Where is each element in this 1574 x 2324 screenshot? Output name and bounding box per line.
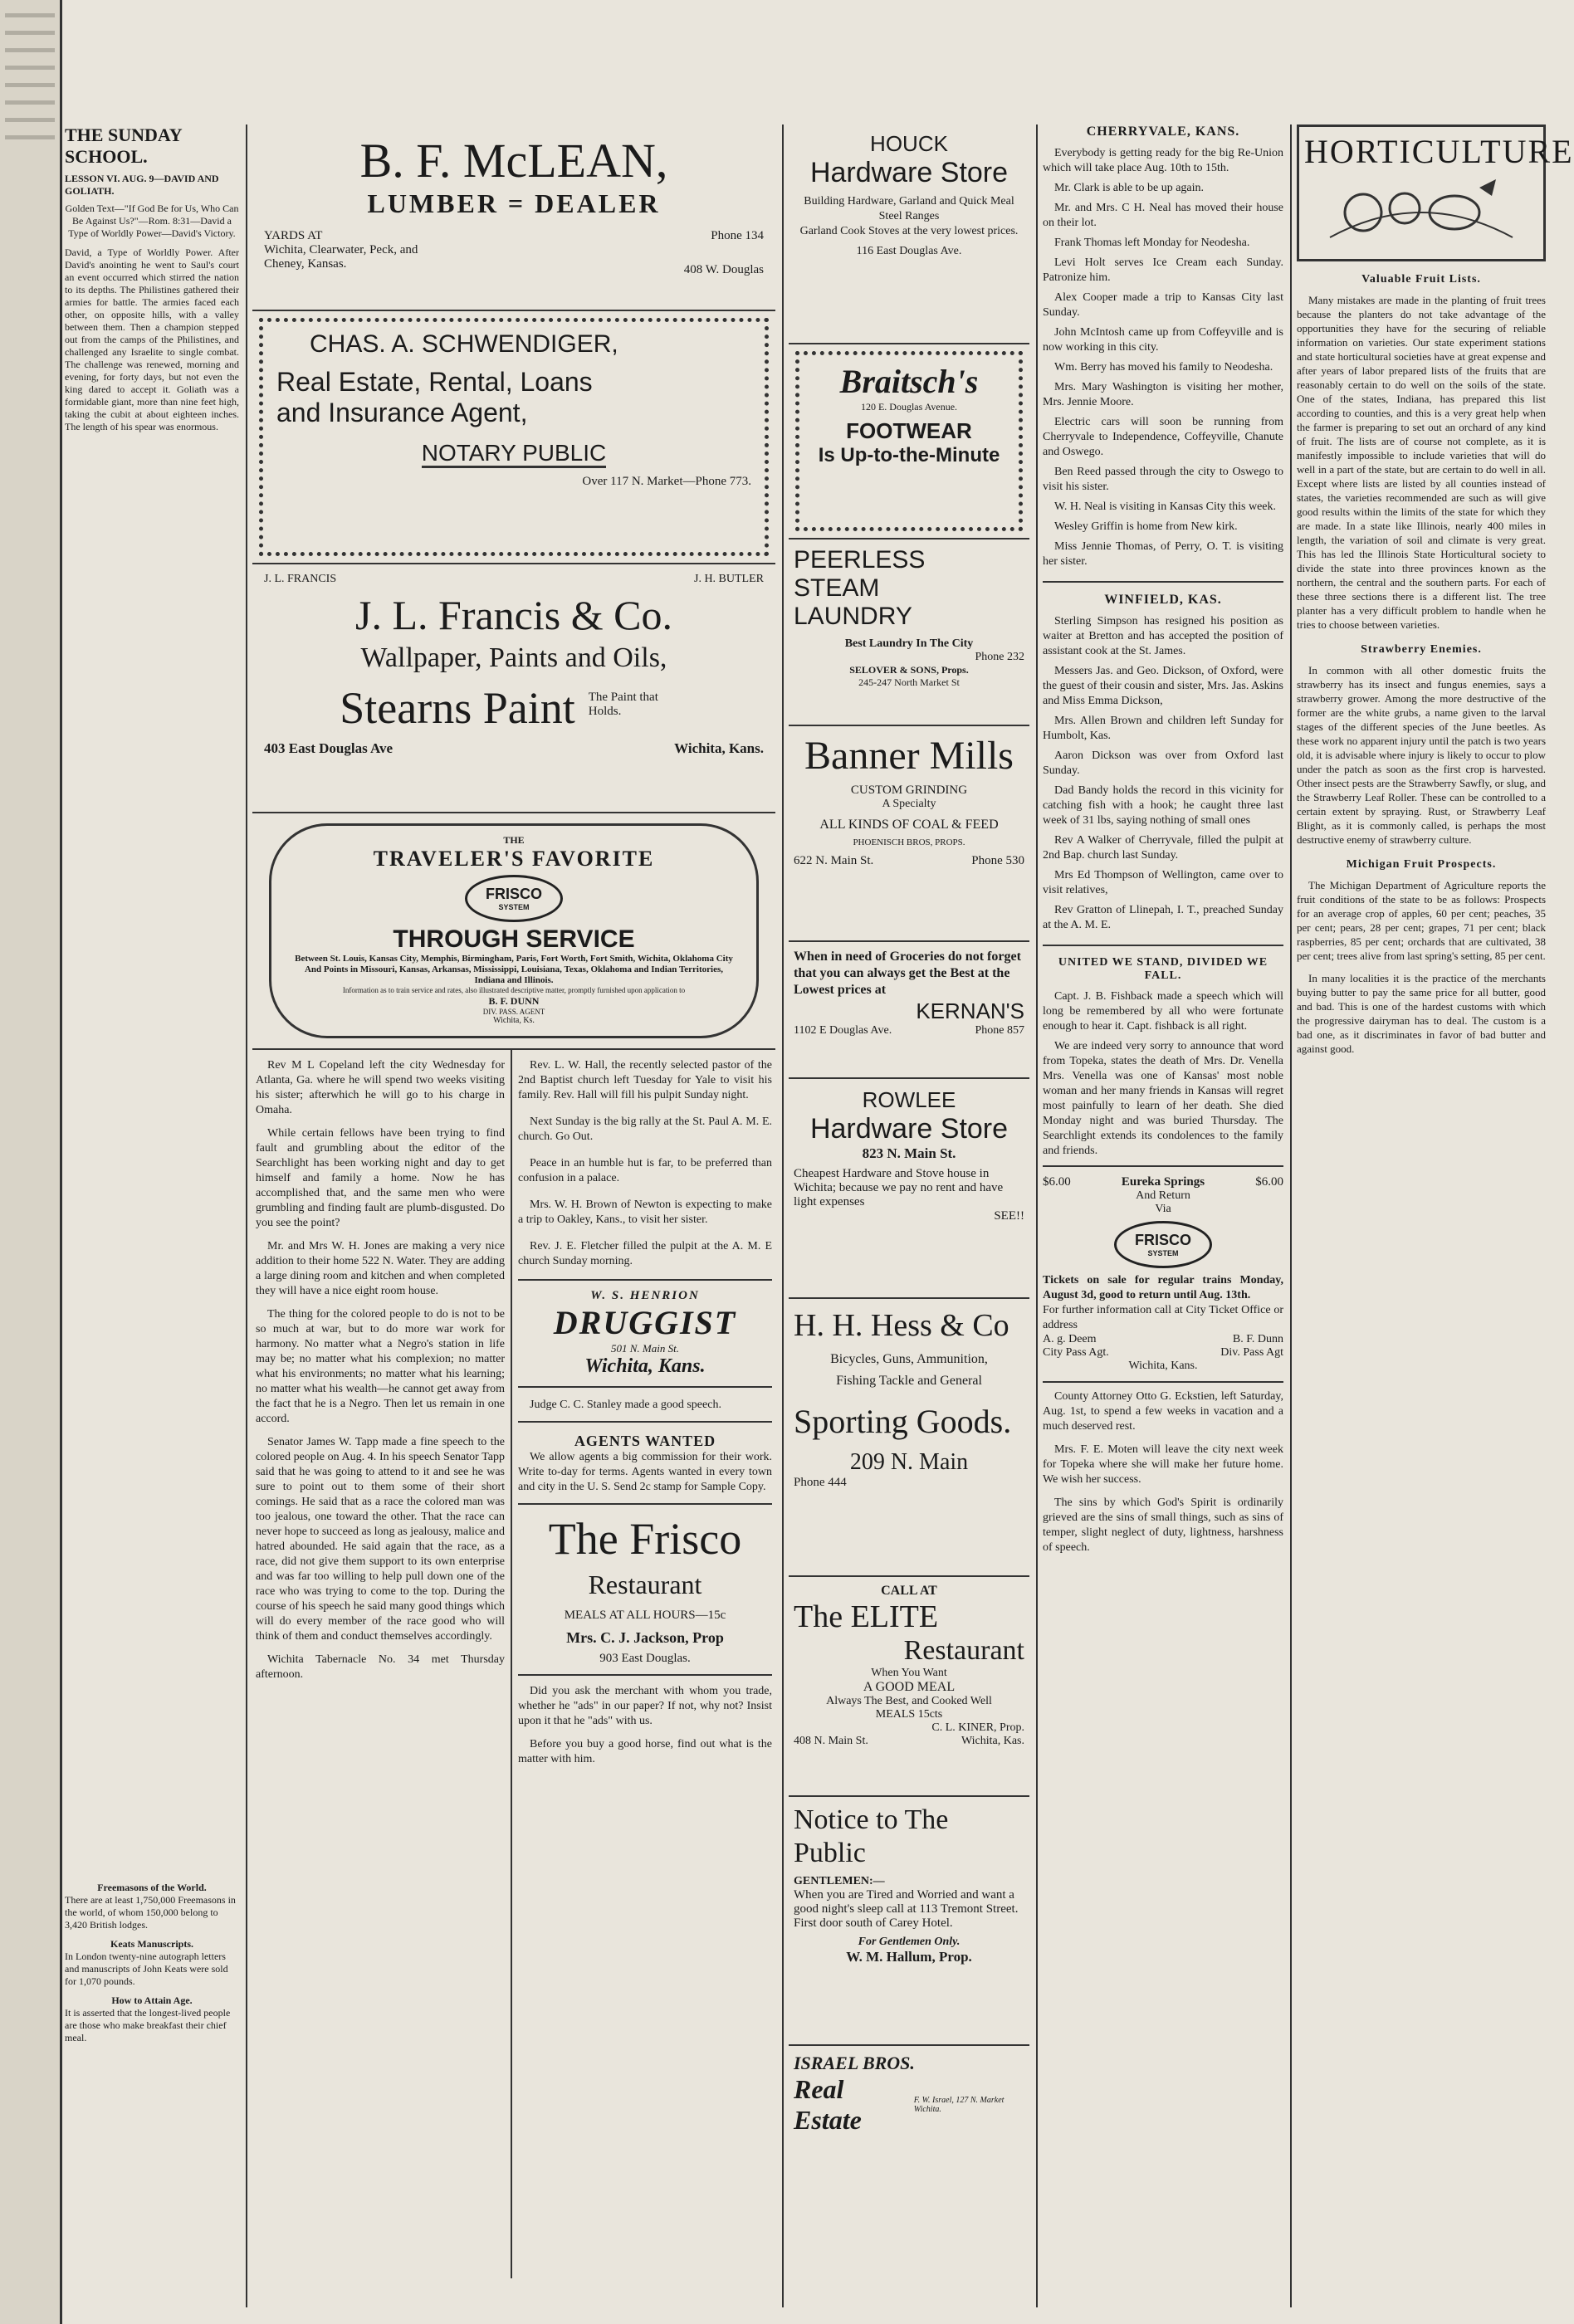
francis-left-name: J. L. FRANCIS: [264, 573, 337, 585]
news-item: Electric cars will soon be running from Cherryvale to Independence, Coffeyville, Chanute and Oswego.: [1043, 416, 1283, 458]
frisco-restaurant-ad: [518, 1503, 772, 1676]
elite-meal: A GOOD MEAL: [863, 1680, 956, 1694]
hess-address: 209 N. Main: [849, 1449, 969, 1475]
frisco-restaurant-meals: MEALS AT ALL HOURS—15c: [564, 1609, 726, 1622]
column-rule: [1036, 124, 1038, 2307]
elite-address: 408 N. Main St.: [794, 1735, 868, 1747]
news-item: County Attorney Otto G. Eckstien, left Saturday, Aug. 1st, to spend a few weeks in vacation and a much deserved rest.: [1043, 1390, 1283, 1433]
elite-trade: Restaurant: [903, 1635, 1024, 1666]
hort-section-title: Michigan Fruit Prospects.: [1346, 858, 1497, 871]
horticulture-column: [1297, 124, 1574, 2307]
henrion-trade: DRUGGIST: [553, 1304, 737, 1341]
news-item: Levi Holt serves Ice Cream each Sunday. Patronize him.: [1043, 256, 1283, 284]
eureka-agent2: B. F. Dunn: [1232, 1333, 1283, 1345]
francis-line: Wallpaper, Paints and Oils,: [360, 642, 667, 673]
mclean-phone: Phone 134: [711, 229, 764, 242]
lesson-heading: LESSON VI. AUG. 9—DAVID AND GOLIATH.: [65, 173, 219, 197]
frisco-logo-text: FRISCO: [485, 886, 542, 902]
column-rule: [246, 124, 247, 2307]
news-item: Mr. Clark is able to be up again.: [1054, 182, 1205, 194]
news-item: Everybody is getting ready for the big Re-Union which will take place Aug. 10th to 15th.: [1043, 147, 1283, 174]
elite-ad: [789, 1577, 1029, 1797]
news-item: The thing for the colored people to do is not to be so much at war, but to do more war work for harmony. No matter what a Negro's station in life may be; no matter what his complexion; no matter what his environments; no matter what his learning; no matter what his wealth—he cannot get away from the fact that he is a Negro. Then let us remain in one accord.: [256, 1308, 505, 1425]
sunday-school-title: THE SUNDAY SCHOOL.: [65, 124, 182, 167]
winfield-title: WINFIELD, KAS.: [1043, 581, 1283, 608]
news-item: Miss Jennie Thomas, of Perry, O. T. is visiting her sister.: [1043, 540, 1283, 568]
hort-section-text: The Michigan Department of Agriculture reports the fruit conditions of the state to be as follows: Prospects for an average crop of apples, 60 per cent; peaches, 35 per cent; pears, 28 per cent; grapes, 71 per cent; black raspberries, 85 per cent; orchards that are cultivated, 38 per cent; trees alive from last spring's setting, 85 per cent.: [1297, 879, 1546, 962]
francis-right-name: J. H. BUTLER: [694, 573, 764, 585]
francis-tagline: The Paint that Holds.: [588, 691, 658, 718]
hess-ad: [789, 1299, 1029, 1577]
news-item: Aaron Dickson was over from Oxford last Sunday.: [1043, 749, 1283, 777]
county-news: [1043, 1389, 1283, 1555]
elite-meals: MEALS 15cts: [875, 1708, 943, 1721]
news-item: Wesley Griffin is home from New kirk.: [1054, 520, 1238, 533]
news-item: Ben Reed passed through the city to Oswego to visit his sister.: [1043, 466, 1283, 493]
francis-firm: J. L. Francis & Co.: [355, 592, 672, 638]
schwendiger-ad: [252, 311, 775, 564]
israel-name: ISRAEL BROS.: [794, 2053, 915, 2073]
elite-city: Wichita, Kas.: [961, 1735, 1024, 1747]
news-item: Frank Thomas left Monday for Neodesha.: [1054, 237, 1250, 249]
correspondence-column: [1043, 124, 1283, 2307]
israel-ad: [789, 2046, 1029, 2142]
news-item: Mrs Ed Thompson of Wellington, came over to visit relatives,: [1043, 869, 1283, 896]
eureka-text: Tickets on sale for regular trains Monday, August 3d, good to return until Aug. 13th.: [1043, 1274, 1283, 1301]
news-item: Rev Gratton of Llinepah, I. T., preached Sunday at the A. M. E.: [1043, 904, 1283, 931]
freemasons-title: Freemasons of the World.: [97, 1882, 207, 1893]
eureka-ad: [1043, 1165, 1283, 1383]
henrion-name: W. S. HENRION: [590, 1289, 700, 1302]
news-item: Mrs. W. H. Brown of Newton is expecting to make a trip to Oakley, Kans., to visit her sister.: [518, 1199, 772, 1226]
henrion-ad: [518, 1279, 772, 1388]
braitsch-ad: [789, 344, 1029, 540]
news-item: Messers Jas. and Geo. Dickson, of Oxford, were the guest of their cousin and sister, Mrs. Jas. Askins and Miss Emma Dickson,: [1043, 665, 1283, 707]
frisco-logo: [465, 875, 563, 922]
column-rule: [782, 124, 784, 2307]
hess-goods: Sporting Goods.: [794, 1403, 1012, 1440]
eureka-dest: Eureka Springs: [1121, 1175, 1205, 1189]
braitsch-address: 120 E. Douglas Avenue.: [860, 401, 958, 413]
news-item: Alex Cooper made a trip to Kansas City last Sunday.: [1043, 291, 1283, 319]
united-news: [1043, 989, 1283, 1159]
braitsch-name: Braitsch's: [839, 363, 979, 400]
newspaper-page: [65, 124, 1574, 2307]
frisco-restaurant-prop: Mrs. C. J. Jackson, Prop: [566, 1629, 724, 1646]
houck-name: HOUCK: [870, 131, 948, 156]
age-title: How to Attain Age.: [111, 1994, 193, 2006]
hort-section-text: Many mistakes are made in the planting of fruit trees because the planters do not take advantage of the opportunities they have for the securing of reliable information on varieties. Our state experiment stations and state horticultural societies have at great expense and after years of labor prepared lists of the fruits that are reasonably certain to do well on the soils of the state. One of the states, Indiana, has prepared this list according to counties, and this is a very great help when the farmer is preparing to set out an orchard of any kind of fruit. The lists are of course not complete, as it is manifestly impossible to include varieties that will do well in a part of the state, but are certain to do well in all. Except where lists are listed by all counties instead of states, the varieties recommended are such as will give good results within the limits of the state for which they are made. In a state like Illinois, nearly 400 miles in length, the variation of soil and climate is very great. This has led the Illinois State Horticultural society to divide the state into three provinces known as the northern, the central and the southern parts. For each of these three sections there is a different list. The tree planter has a very difficult problem to handle when he tries to choose between varieties.: [1297, 294, 1546, 631]
francis-city: Wichita, Kans.: [674, 740, 764, 756]
rowlee-name: ROWLEE: [862, 1087, 956, 1112]
agents-title: AGENTS WANTED: [574, 1433, 716, 1449]
eureka-agent2-title: Div. Pass Agt: [1220, 1346, 1283, 1359]
banner-mills-ad: [789, 726, 1029, 942]
frisco-restaurant-trade: Restaurant: [588, 1570, 702, 1599]
francis-stearns: Stearns Paint: [340, 683, 575, 733]
houck-address: 116 East Douglas Ave.: [856, 245, 962, 257]
news-item: Peace in an humble hut is far, to be preferred than confusion in a palace.: [518, 1157, 772, 1184]
news-item: Capt. J. B. Fishback made a speech which will long be remembered by all who were fortunate enough to hear it. Capt. fishback is all right.: [1043, 990, 1283, 1033]
frisco-travel-info: Information as to train service and rates, also illustrated descriptive matter, promptly furnished upon application to: [342, 986, 686, 994]
notice-gentlemen: GENTLEMEN:—: [794, 1875, 885, 1887]
israel-trade: Real Estate: [794, 2074, 862, 2135]
kernans-ad: [789, 942, 1029, 1079]
notice-text: When you are Tired and Worried and want a good night's sleep call at 113 Tremont Street. First door south of Carey Hotel.: [794, 1888, 1019, 1930]
news-item: Mr. and Mrs. C H. Neal has moved their house on their lot.: [1043, 202, 1283, 229]
hess-line2: Fishing Tackle and General: [836, 1374, 982, 1388]
ads-news-column: [252, 124, 775, 2307]
rowlee-see: SEE!!: [994, 1209, 1024, 1223]
news-item: Mrs. F. E. Moten will leave the city next week for Topeka where she will make her future home. We wish her success.: [1043, 1443, 1283, 1486]
frisco-travel-title: TRAVELER'S FAVORITE: [373, 847, 655, 871]
agents-ad: [518, 1421, 772, 1495]
frisco-travel-agent-title: DIV. PASS. AGENT: [482, 1008, 545, 1016]
banner-mills-phone: Phone 530: [971, 854, 1024, 867]
ads-column: [789, 124, 1029, 2307]
frisco-restaurant-name: The Frisco: [548, 1514, 742, 1564]
mclean-address: 408 W. Douglas: [683, 263, 764, 276]
horticulture-banner-text: HORTICULTURE: [1304, 133, 1574, 170]
eureka-city: Wichita, Kans.: [1128, 1360, 1198, 1372]
banner-mills-line3: ALL KINDS OF COAL & FEED: [819, 818, 999, 832]
news-item: Did you ask the merchant with whom you trade, whether he "ads" in our paper? If not, why not? Insist upon it that he "ads" with us.: [518, 1685, 772, 1727]
hess-name: H. H. Hess & Co: [794, 1308, 1009, 1343]
horticulture-banner: [1297, 124, 1574, 261]
frisco-logo-sub: SYSTEM: [498, 903, 530, 911]
frisco-travel-agent: B. F. DUNN: [488, 995, 540, 1007]
elite-want: When You Want: [871, 1667, 947, 1679]
winfield-news: [1043, 614, 1283, 933]
news-item: Judge C. C. Stanley made a good speech.: [530, 1399, 721, 1411]
rowlee-text: Cheapest Hardware and Stove house in Wichita; because we pay no rent and have light expenses: [794, 1167, 1004, 1208]
banner-mills-line2: A Specialty: [882, 798, 936, 810]
adjacent-page-edge: [0, 0, 62, 2324]
kernans-address: 1102 E Douglas Ave.: [794, 1024, 892, 1037]
laundry-address: 245-247 North Market St: [858, 676, 960, 688]
notice-title: Notice to The Public: [794, 1804, 949, 1868]
eureka-price-right: $6.00: [1255, 1175, 1283, 1189]
sunday-school-column: [65, 124, 239, 2307]
frisco-travel-ad: [252, 813, 775, 1050]
notice-ad: [789, 1797, 1029, 2046]
news-item: W. H. Neal is visiting in Kansas City this week.: [1054, 500, 1277, 513]
news-item: Dad Bandy holds the record in this vicinity for catching fish with a hook; he caught three last week of 31 lbs, saying nothing of small ones: [1043, 784, 1283, 827]
laundry-props: SELOVER & SONS, Props.: [849, 664, 969, 676]
laundry-name: PEERLESS STEAM LAUNDRY: [794, 546, 926, 630]
kernans-text: When in need of Groceries do not forget that you can always get the Best at the Lowest prices at: [794, 950, 1021, 997]
mclean-places: Wichita, Clearwater, Peck, and Cheney, Kansas.: [264, 243, 418, 271]
frisco-logo: [1114, 1221, 1212, 1268]
hort-section-title: Valuable Fruit Lists.: [1361, 273, 1481, 286]
houck-line2: Garland Cook Stoves at the very lowest prices.: [799, 225, 1019, 237]
news-item: Rev A Walker of Cherryvale, filled the pulpit at 2nd Bap. church last Sunday.: [1043, 834, 1283, 862]
banner-mills-address: 622 N. Main St.: [794, 854, 874, 867]
news-item: Sterling Simpson has resigned his position as waiter at Bretton and has accepted the position of assistant cook at the St. James.: [1043, 615, 1283, 657]
banner-mills-name: Banner Mills: [804, 734, 1014, 778]
news-item: Before you buy a good horse, find out what is the matter with him.: [518, 1738, 772, 1765]
braitsch-line1: FOOTWEAR: [846, 418, 972, 443]
frisco-restaurant-address: 903 East Douglas.: [599, 1652, 691, 1665]
frisco-travel-points: And Points in Missouri, Kansas, Arkansas, Mississippi, Louisiana, Texas, Oklahoma and Indian Territories, Indiana and Illinois.: [304, 964, 723, 985]
frisco-travel-agent-city: Wichita, Ks.: [493, 1016, 535, 1025]
news-item: While certain fellows have been trying to find fault and grumbling about the editor of the Searchlight has been working night and day to get himself and family a home. Now he has accomplished that, and the same men who were grumbling and finding fault are plumb-disgusted. Do you see the point?: [256, 1127, 505, 1229]
eureka-return: And Return: [1136, 1189, 1190, 1202]
news-item: Mrs. Mary Washington is visiting her mother, Mrs. Jennie Moore.: [1043, 381, 1283, 408]
eureka-info: For further information call at City Ticket Office or address: [1043, 1304, 1283, 1331]
united-title: UNITED WE STAND, DIVIDED WE FALL.: [1043, 945, 1283, 983]
hort-section-title: Strawberry Enemies.: [1361, 643, 1482, 656]
news-item: Rev M L Copeland left the city Wednesday for Atlanta, Ga. where he will spend two weeks visiting his sister; afterwhich he will go to his charge in Omaha.: [256, 1059, 505, 1116]
news-item: Senator James W. Tapp made a fine speech to the colored people on Aug. 4. In his speech Senator Tapp said that he was going to attend to it and see he was sure to point out to them some of their short comings. He said that as a race the colored man was too jealous, one toward the other. That the race can never hope to succeed as long as jealousy, malice and hatred abounded. He said again that the race, as a race, did not give them support to its own enterprise and was far too willing to help pull down one of the race who was trying to come to the top. During the course of his speech he said many good things which will do every member of the race good who will think of them and conduct themselves accordingly.: [256, 1436, 505, 1643]
rowlee-trade: Hardware Store: [809, 1113, 1009, 1145]
local-news-right: [518, 1058, 772, 1772]
frisco-travel-between: Between St. Louis, Kansas City, Memphis, Birmingham, Paris, Fort Worth, Fort Smith, Wichita, Oklahoma City: [295, 954, 733, 964]
cherryvale-title: CHERRYVALE, KANS.: [1086, 124, 1240, 139]
eureka-agent1: A. g. Deem: [1043, 1333, 1097, 1345]
news-item: We are indeed very sorry to announce that word from Topeka, states the death of Mrs. Dr. Venella Mrs. Venella was one of Kansas' most noble woman and her many friends in Kansas will regret most painfully to learn of her death. She died Monday night and was buried Thursday. The Searchlight extends its condolences to the family and friends.: [1043, 1040, 1283, 1157]
news-item: John McIntosh came up from Coffeyville and is now working in this city.: [1043, 326, 1283, 354]
hess-phone: Phone 444: [794, 1476, 847, 1489]
henrion-address: 501 N. Main St.: [611, 1342, 679, 1355]
keats-text: In London twenty-nine autograph letters and manuscripts of John Keats were sold for 1,070 pounds.: [65, 1950, 228, 1987]
cherryvale-news: [1043, 146, 1283, 569]
braitsch-line2: Is Up-to-the-Minute: [818, 444, 1000, 466]
age-text: It is asserted that the longest-lived people are those who make breakfast their chief meal.: [65, 2007, 231, 2043]
houck-line1: Building Hardware, Garland and Quick Meal Steel Ranges: [804, 195, 1014, 222]
schwendiger-name: CHAS. A. SCHWENDIGER,: [310, 330, 618, 358]
laundry-ad: [789, 540, 1029, 726]
news-item: Mr. and Mrs W. H. Jones are making a very nice addition to their home 522 N. Water. They are adding a large dining room and kitchen and when completed they will have a nice eight room house.: [256, 1240, 505, 1297]
laundry-phone: Phone 232: [975, 651, 1024, 663]
elite-call: CALL AT: [881, 1584, 937, 1598]
elite-name: The ELITE: [794, 1599, 939, 1634]
eureka-agent1-title: City Pass Agt.: [1043, 1346, 1109, 1359]
local-news-left: [256, 1058, 505, 1687]
hort-section-text: In many localities it is the practice of the merchants buying butter to pay the same price for all butter, good and bad. This is one of the hardest customs with which the progressive dairyman has to deal. The custom is a bad one, as it discriminates in favor of bad butter and against good.: [1297, 972, 1546, 1055]
column-rule: [1290, 124, 1292, 2307]
eureka-price: $6.00: [1043, 1175, 1071, 1189]
news-item: Mrs. Allen Brown and children left Sunday for Humbolt, Kas.: [1043, 715, 1283, 742]
mclean-name: B. F. McLEAN,: [359, 134, 668, 188]
news-item: Wm. Berry has moved his family to Neodesha.: [1054, 361, 1273, 374]
elite-always: Always The Best, and Cooked Well: [826, 1695, 992, 1707]
kernans-phone: Phone 857: [975, 1024, 1024, 1037]
freemasons-text: There are at least 1,750,000 Freemasons in the world, of whom 150,000 belong to 3,420 British lodges.: [65, 1894, 236, 1931]
laundry-tagline: Best Laundry In The City: [844, 637, 974, 650]
news-item: Next Sunday is the big rally at the St. Paul A. M. E. church. Go Out.: [518, 1116, 772, 1143]
elite-prop: C. L. KINER, Prop.: [931, 1721, 1024, 1734]
houck-trade: Hardware Store: [809, 157, 1009, 188]
eureka-via: Via: [1155, 1203, 1171, 1215]
news-item: Rev. J. E. Fletcher filled the pulpit at the A. M. E church Sunday morning.: [518, 1240, 772, 1267]
francis-ad: [252, 564, 775, 813]
frisco-travel-top: THE: [503, 834, 525, 846]
notice-prop: W. M. Hallum, Prop.: [846, 1949, 972, 1965]
mclean-yards: YARDS AT: [264, 229, 323, 242]
houck-ad: [789, 124, 1029, 344]
news-item: Wichita Tabernacle No. 34 met Thursday afternoon.: [256, 1653, 505, 1681]
fruit-illustration-icon: [1313, 171, 1529, 246]
mclean-ad: [252, 124, 775, 311]
column-rule: [511, 1050, 512, 2278]
hort-section-text: In common with all other domestic fruits the strawberry has its insect and fungus enemies, says a strawberry grower. Among the more destructive of the former are the white grubs, a name given to the larval stages of the different species of the June beetles. As these work no apparent injury until the patch is two years old, it is advisable where injury is likely to occur to plow under the patch as soon as the first crop is harvested. Other insect pests are the Strawberry Sawfly, or slug, and the Strawberry Leaf Roller. These can be controlled to a certain extent by spraying. Rust, or Strawberry Leaf Blight, as it is commonly called, is perhaps the most destructive enemy of strawberry culture.: [1297, 664, 1546, 846]
banner-mills-props: PHOENISCH BROS, PROPS.: [853, 837, 965, 847]
francis-address: 403 East Douglas Ave: [264, 740, 394, 756]
lesson-body: David, a Type of Worldly Power. After David's anointing he went to Saul's court an event occurred which stirred the nation to its depths. The Philistines gathered their armies for battle. The armies faced each other, on opposite hills, with a valley between them. Then a champion stepped out from the camps of the Philistines, and challenged any Israelite to single combat. The challenge was renewed, morning and evening, for forty days, but not even the king dared to accept it. Goliath was a formidable giant, more than nine feet high, taking the cubit at about eighteen inches. The length of his spear was enormous.: [65, 247, 239, 432]
eureka-badge-sub: SYSTEM: [1147, 1249, 1179, 1257]
news-item: Rev. L. W. Hall, the recently selected pastor of the 2nd Baptist church left Tuesday for Yale to visit his family. Rev. Hall will fill his pulpit Sunday night.: [518, 1059, 772, 1101]
banner-mills-line1: CUSTOM GRINDING: [850, 784, 968, 797]
schwendiger-line2: and Insurance Agent,: [276, 398, 528, 427]
notice-for-gentlemen: For Gentlemen Only.: [858, 1936, 961, 1948]
schwendiger-line1: Real Estate, Rental, Loans: [276, 367, 593, 397]
kernans-name: KERNAN'S: [916, 998, 1024, 1023]
mclean-trade: LUMBER = DEALER: [367, 188, 661, 218]
hess-line1: Bicycles, Guns, Ammunition,: [830, 1352, 988, 1366]
keats-title: Keats Manuscripts.: [110, 1938, 193, 1950]
schwendiger-address: Over 117 N. Market—Phone 773.: [582, 475, 751, 488]
rowlee-address: 823 N. Main St.: [862, 1145, 956, 1161]
news-item: The sins by which God's Spirit is ordinarily grieved are the sins of small things, such as sins of temper, slight neglect of duty, lightness, harshness of speech.: [1043, 1496, 1283, 1554]
schwendiger-notary: NOTARY PUBLIC: [422, 440, 607, 468]
henrion-city: Wichita, Kans.: [584, 1355, 706, 1377]
frisco-travel-service: THROUGH SERVICE: [393, 925, 635, 953]
agents-text: We allow agents a big commission for their work. Write to-day for terms. Agents wanted in every town and city in the U. S. Send 2c stamp for Sample Copy.: [518, 1451, 772, 1493]
israel-address: F. W. Israel, 127 N. Market Wichita.: [913, 2096, 1005, 2114]
golden-text: Golden Text—"If God Be for Us, Who Can Be Against Us?"—Rom. 8:31—David a Type of Worldly Power—David's Victory.: [65, 203, 239, 239]
eureka-badge-text: FRISCO: [1134, 1232, 1191, 1248]
rowlee-ad: [789, 1079, 1029, 1299]
